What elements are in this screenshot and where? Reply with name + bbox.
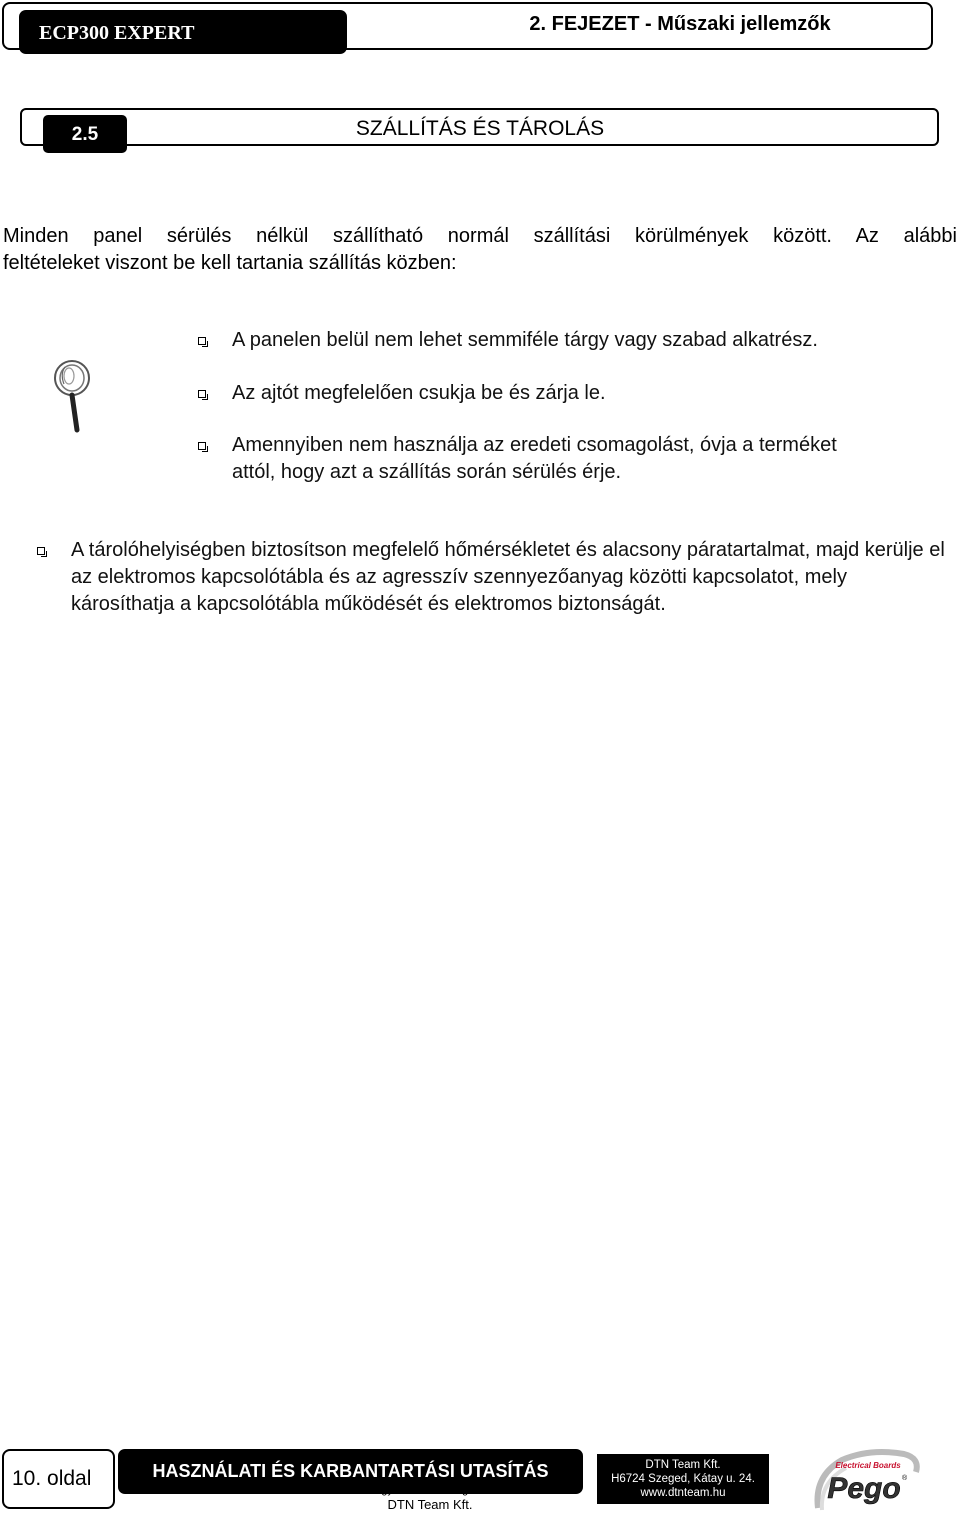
checkbox-bullet-icon — [198, 390, 206, 398]
transport-item-2: Az ajtót megfelelően csukja be és zárja le. — [232, 382, 606, 404]
intro-line-2: feltételeket viszont be kell tartania szállítás közben: — [3, 252, 457, 274]
pego-logo — [808, 1448, 928, 1514]
header-product-name: ECP300 EXPERT — [19, 10, 347, 54]
checkbox-bullet-icon — [37, 547, 45, 555]
storage-item: A tárolóhelyiségben biztosítson megfelelő hőmérsékletet és alacsony páratartalmat, majd kerülje el az elektromos kapcsolótábla és az agresszív szennyezőanyag közötti kapcsolatot, mely károsíthatja a kapcsolótábla működését és elektromos biztonságát. — [71, 539, 945, 615]
transport-item-3: Amennyiben nem használja az eredeti csomagolást, óvja a terméket attól, hogy azt a szállítás során sérülés érje. — [232, 434, 837, 483]
footer-translation-credit — [300, 1484, 560, 1513]
footer-company-web: www.dtnteam.hu — [640, 1487, 726, 1499]
checkbox-bullet-icon — [198, 337, 206, 345]
transport-item-1: A panelen belül nem lehet semmiféle tárgy vagy szabad alkatrész. — [232, 329, 818, 351]
checkbox-bullet-icon — [198, 442, 206, 450]
svg-text:®: ® — [902, 1475, 908, 1482]
section-number: 2.5 — [43, 115, 127, 153]
magnifier-icon — [52, 358, 94, 434]
footer-company-name: DTN Team Kft. — [645, 1459, 721, 1471]
pego-logo-wordmark: Pego — [827, 1472, 901, 1505]
footer-page-number: 10. oldal — [2, 1449, 115, 1509]
footer-translation-line-2: DTN Team Kft. — [387, 1497, 473, 1512]
pego-logo-tagline: Electrical Boards — [835, 1461, 901, 1470]
section-title: SZÁLLÍTÁS ÉS TÁROLÁS — [355, 117, 605, 140]
footer-translation-line-1: Magyar fordítás: Pego Kft. — [366, 1484, 494, 1496]
footer-company-address: H6724 Szeged, Kátay u. 24. — [611, 1473, 755, 1485]
footer-manual-title: HASZNÁLATI ÉS KARBANTARTÁSI UTASÍTÁS — [118, 1449, 583, 1494]
intro-line-1: Minden panel sérülés nélkül szállítható normál szállítási körülmények között. Az alábbi — [3, 225, 957, 247]
intro-paragraph — [3, 223, 957, 277]
footer-company-box — [597, 1454, 769, 1504]
header-chapter-title: 2. FEJEZET - Műszaki jellemzők — [529, 13, 831, 35]
